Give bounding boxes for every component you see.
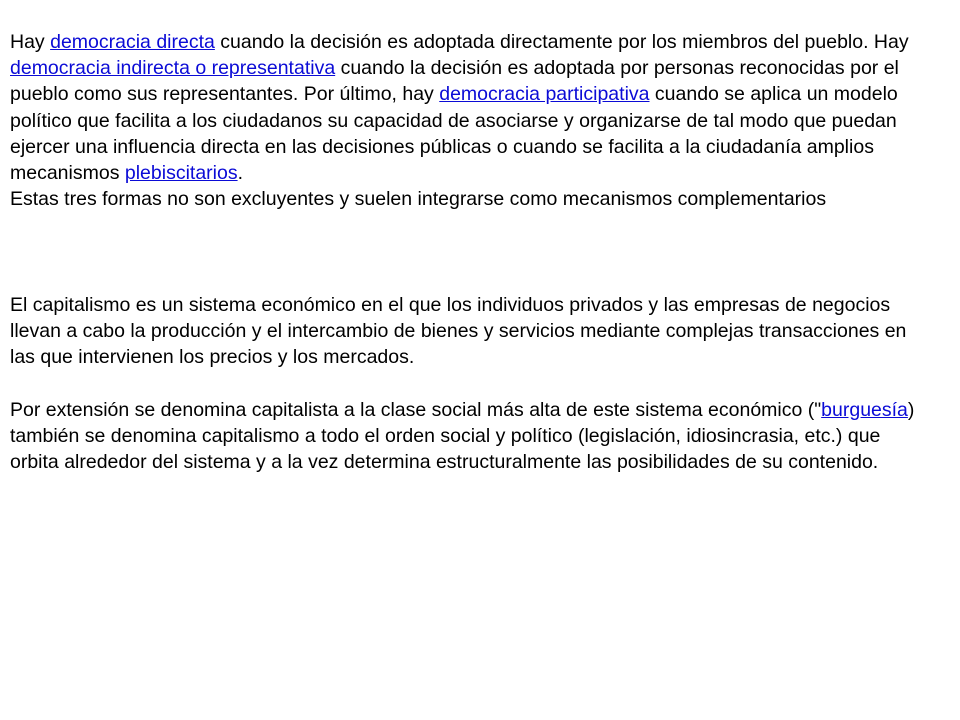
link-democracia-indirecta[interactable]: democracia indirecta o representativa bbox=[10, 57, 336, 80]
capitalism-paragraph-1: El capitalismo es un sistema económico en el que los individuos privados y las empresas de negocios llevan a cabo la producción y el intercambio de bienes y servicios mediante complejas transacciones en las que intervienen los precios y los mercados. bbox=[10, 294, 907, 369]
capitalism-text-1: Por extensión se denomina capitalista a la clase social más alta de este sistema económico (" bbox=[10, 398, 822, 421]
capitalism-text-2: ) también se denomina capitalismo a todo el orden social y político (legislación, idiosincrasia, etc.) que orbita alrededor del sistema y a la vez determina estructuralmente las posibilidades de su contenido. bbox=[10, 398, 915, 474]
democracy-text-3: cuando la decisión es adoptada por personas reconocidas por el pueblo como sus representantes. Por último, hay bbox=[10, 57, 899, 106]
democracy-text-1: Hay bbox=[10, 31, 51, 53]
capitalism-text-block bbox=[10, 292, 932, 475]
democracy-conclusion: Estas tres formas no son excluyentes y suelen integrarse como mecanismos complementarios bbox=[10, 188, 827, 211]
democracy-text-4: cuando se aplica un modelo político que facilita a los ciudadanos su capacidad de asociarse y organizarse de tal modo que puedan ejercer una influencia directa en las decisiones públicas o cuando se facilita a la ciudadanía amplios mecanismos bbox=[10, 83, 898, 185]
link-burguesia[interactable]: burguesía bbox=[821, 398, 908, 421]
paragraph-gap bbox=[10, 371, 932, 397]
link-democracia-participativa[interactable]: democracia participativa bbox=[439, 83, 650, 106]
democracy-paragraph bbox=[10, 29, 932, 186]
capitalism-paragraph-2 bbox=[10, 397, 932, 476]
link-democracia-directa[interactable]: democracia directa bbox=[50, 31, 215, 53]
democracy-text-block bbox=[10, 29, 932, 212]
link-plebiscitarios[interactable]: plebiscitarios bbox=[124, 162, 238, 185]
democracy-text-2: cuando la decisión es adoptada directamente por los miembros del pueblo. Hay bbox=[214, 31, 909, 53]
democracy-text-5: . bbox=[237, 162, 244, 185]
